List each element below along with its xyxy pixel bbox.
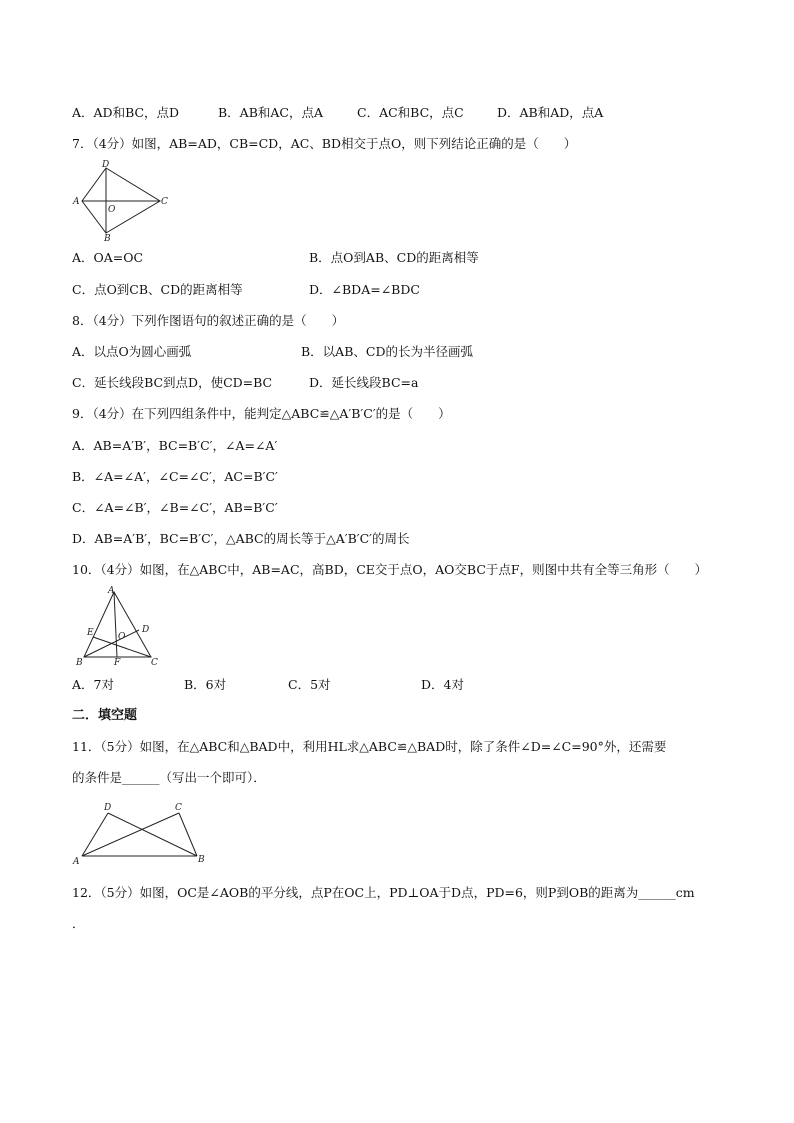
q8-option-d: D．延长线段BC=a (309, 375, 419, 390)
q11-stem-line2: 的条件是______（写出一个即可）． (72, 770, 266, 785)
q8-stem: 8．（4分）下列作图语句的叙述正确的是（ ） (72, 313, 345, 328)
q11-segment-cb (179, 813, 197, 856)
q7-figure (72, 158, 172, 242)
q11-label-b: B (198, 855, 205, 865)
q9-option-d: D．AB=A′B′，BC=B′C′，△ABC的周长等于△A′B′C′的周长 (72, 531, 410, 546)
q10-stem: 10．（4分）如图，在△ABC中，AB=AC，高BD，CE交于点O，AO交BC于点F，则图中共有全等三角形（ ） (72, 562, 708, 577)
q9-option-c: C．∠A=∠B′，∠B=∠C′，AB=B′C′ (72, 500, 278, 515)
q11-label-d: D (104, 803, 112, 813)
q12-stem-line1: 12．（5分）如图，OC是∠AOB的平分线，点P在OC上，PD⊥OA于D点，PD=6，则P到OB的距离为______cm (72, 885, 695, 900)
q10-triangle-abc (84, 592, 151, 657)
q6-option-d: D．AB和AD，点A (497, 105, 604, 120)
q9-option-b: B．∠A=∠A′，∠C=∠C′，AC=B′C′ (72, 469, 278, 484)
q9-option-a: A．AB=A′B′，BC=B′C′，∠A=∠A′ (72, 438, 278, 453)
q10-label-f: F (114, 658, 121, 668)
q10-option-b: B．6对 (184, 677, 227, 692)
q10-option-c: C．5对 (288, 677, 331, 692)
q10-label-e: E (87, 628, 94, 638)
q11-label-c: C (175, 803, 182, 813)
q11-segment-ad (82, 813, 108, 856)
q7-option-c: C．点O到CB、CD的距离相等 (72, 282, 243, 297)
q10-label-o: O (118, 632, 126, 642)
q7-label-c: C (161, 197, 168, 207)
q6-option-a: A．AD和BC，点D (72, 105, 180, 120)
q7-label-d: D (102, 160, 110, 170)
q7-option-a: A．OA=OC (72, 250, 144, 265)
q7-label-a: A (73, 197, 80, 207)
q10-option-d: D．4对 (421, 677, 464, 692)
q11-figure (72, 800, 212, 866)
q10-figure (72, 584, 164, 668)
q7-label-b: B (104, 234, 111, 242)
q11-segment-ac (82, 813, 179, 856)
q7-option-d: D．∠BDA=∠BDC (309, 282, 420, 297)
q11-label-a: A (73, 857, 80, 866)
q10-label-c: C (151, 658, 158, 668)
q11-stem-line1: 11．（5分）如图，在△ABC和△BAD中，利用HL求△ABC≌△BAD时，除了条件∠D=∠C=90°外，还需要 (72, 739, 667, 754)
q11-segment-db (108, 813, 197, 856)
q10-label-b: B (76, 658, 83, 668)
q6-option-c: C．AC和BC，点C (357, 105, 464, 120)
q9-stem: 9．（4分）在下列四组条件中，能判定△ABC≌△A′B′C′的是（ ） (72, 406, 451, 421)
q7-option-b: B．点O到AB、CD的距离相等 (309, 250, 479, 265)
q8-option-b: B．以AB、CD的长为半径画弧 (301, 344, 473, 359)
q6-option-b: B．AB和AC，点A (218, 105, 324, 120)
q10-segment-af (114, 592, 117, 657)
q7-label-o: O (108, 205, 116, 215)
q8-option-c: C．延长线段BC到点D，使CD=BC (72, 375, 273, 390)
q8-option-a: A．以点O为圆心画弧 (72, 344, 192, 359)
q12-stem-line2: ． (72, 916, 85, 931)
q10-label-d: D (142, 625, 150, 635)
section-heading-fill-in: 二．填空题 (72, 708, 138, 723)
q7-stem: 7．（4分）如图，AB=AD，CB=CD，AC、BD相交于点O，则下列结论正确的是（ ） (72, 136, 577, 151)
q10-label-a: A (108, 586, 115, 596)
q10-option-a: A．7对 (72, 677, 114, 692)
